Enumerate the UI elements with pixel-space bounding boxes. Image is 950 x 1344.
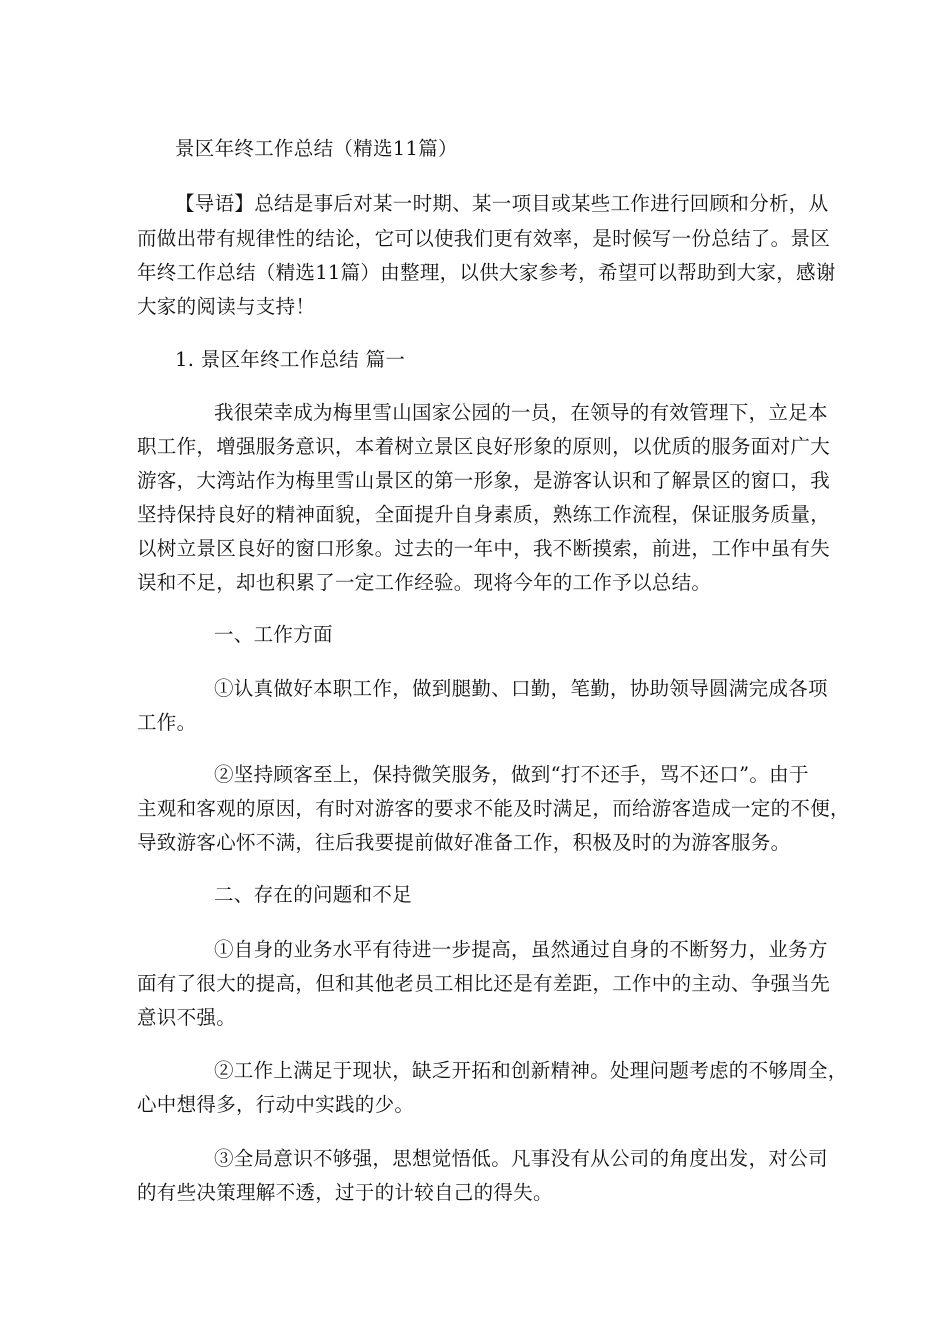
paragraph-line: 坚持保持良好的精神面貌，全面提升自身素质，熟练工作流程，保证服务质量， bbox=[137, 503, 831, 526]
paragraph-line: 我很荣幸成为梅里雪山国家公园的一员，在领导的有效管理下，立足本 bbox=[214, 401, 828, 424]
work-item-line: 工作。 bbox=[137, 711, 197, 734]
paragraph-line: 职工作，增强服务意识，本着树立景区良好形象的原则，以优质的服务面对广大 bbox=[137, 435, 831, 458]
document-title: 景区年终工作总结（精选11篇） bbox=[175, 137, 458, 160]
paragraph-line: 以树立景区良好的窗口形象。过去的一年中，我不断摸索，前进，工作中虽有失 bbox=[137, 537, 831, 560]
problem-item-line: 面有了很大的提高，但和其他老员工相比还是有差距，工作中的主动、争强当先 bbox=[137, 972, 831, 995]
problem-item-line: ③全局意识不够强，思想觉悟低。凡事没有从公司的角度出发，对公司 bbox=[214, 1147, 828, 1170]
intro-line: 大家的阅读与支持！ bbox=[137, 295, 316, 318]
paragraph-line: 游客，大湾站作为梅里雪山景区的第一形象，是游客认识和了解景区的窗口，我 bbox=[137, 469, 831, 492]
intro-line: 而做出带有规律性的结论，它可以使我们更有效率，是时候写一份总结了。景区 bbox=[137, 227, 831, 250]
intro-line: 【导语】总结是事后对某一时期、某一项目或某些工作进行回顾和分析，从 bbox=[175, 192, 829, 215]
subheading-problems: 二、存在的问题和不足 bbox=[214, 883, 413, 906]
problem-item-line: 的有些决策理解不透，过于的计较自己的得失。 bbox=[137, 1181, 553, 1204]
problem-item-line: 心中想得多，行动中实践的少。 bbox=[137, 1093, 415, 1116]
work-item-line: ②坚持顾客至上，保持微笑服务，做到“打不还手，骂不还口”。由于 bbox=[214, 763, 809, 786]
section-heading: 1. 景区年终工作总结 篇一 bbox=[175, 348, 406, 371]
work-item-line: 导致游客心怀不满，往后我要提前做好准备工作，积极及时的为游客服务。 bbox=[137, 831, 791, 854]
work-item-line: 主观和客观的原因，有时对游客的要求不能及时满足，而给游客造成一定的不便， bbox=[137, 797, 850, 820]
problem-item-line: ①自身的业务水平有待进一步提高，虽然通过自身的不断努力，业务方 bbox=[214, 938, 828, 961]
problem-item-line: 意识不强。 bbox=[137, 1006, 237, 1029]
subheading-work: 一、工作方面 bbox=[214, 623, 333, 646]
paragraph-line: 误和不足，却也积累了一定工作经验。现将今年的工作予以总结。 bbox=[137, 571, 712, 594]
problem-item-line: ②工作上满足于现状，缺乏开拓和创新精神。处理问题考虑的不够周全， bbox=[214, 1059, 848, 1082]
work-item-line: ①认真做好本职工作，做到腿勤、口勤，笔勤，协助领导圆满完成各项 bbox=[214, 677, 828, 700]
intro-line: 年终工作总结（精选11篇）由整理，以供大家参考，希望可以帮助到大家，感谢 bbox=[137, 261, 836, 284]
